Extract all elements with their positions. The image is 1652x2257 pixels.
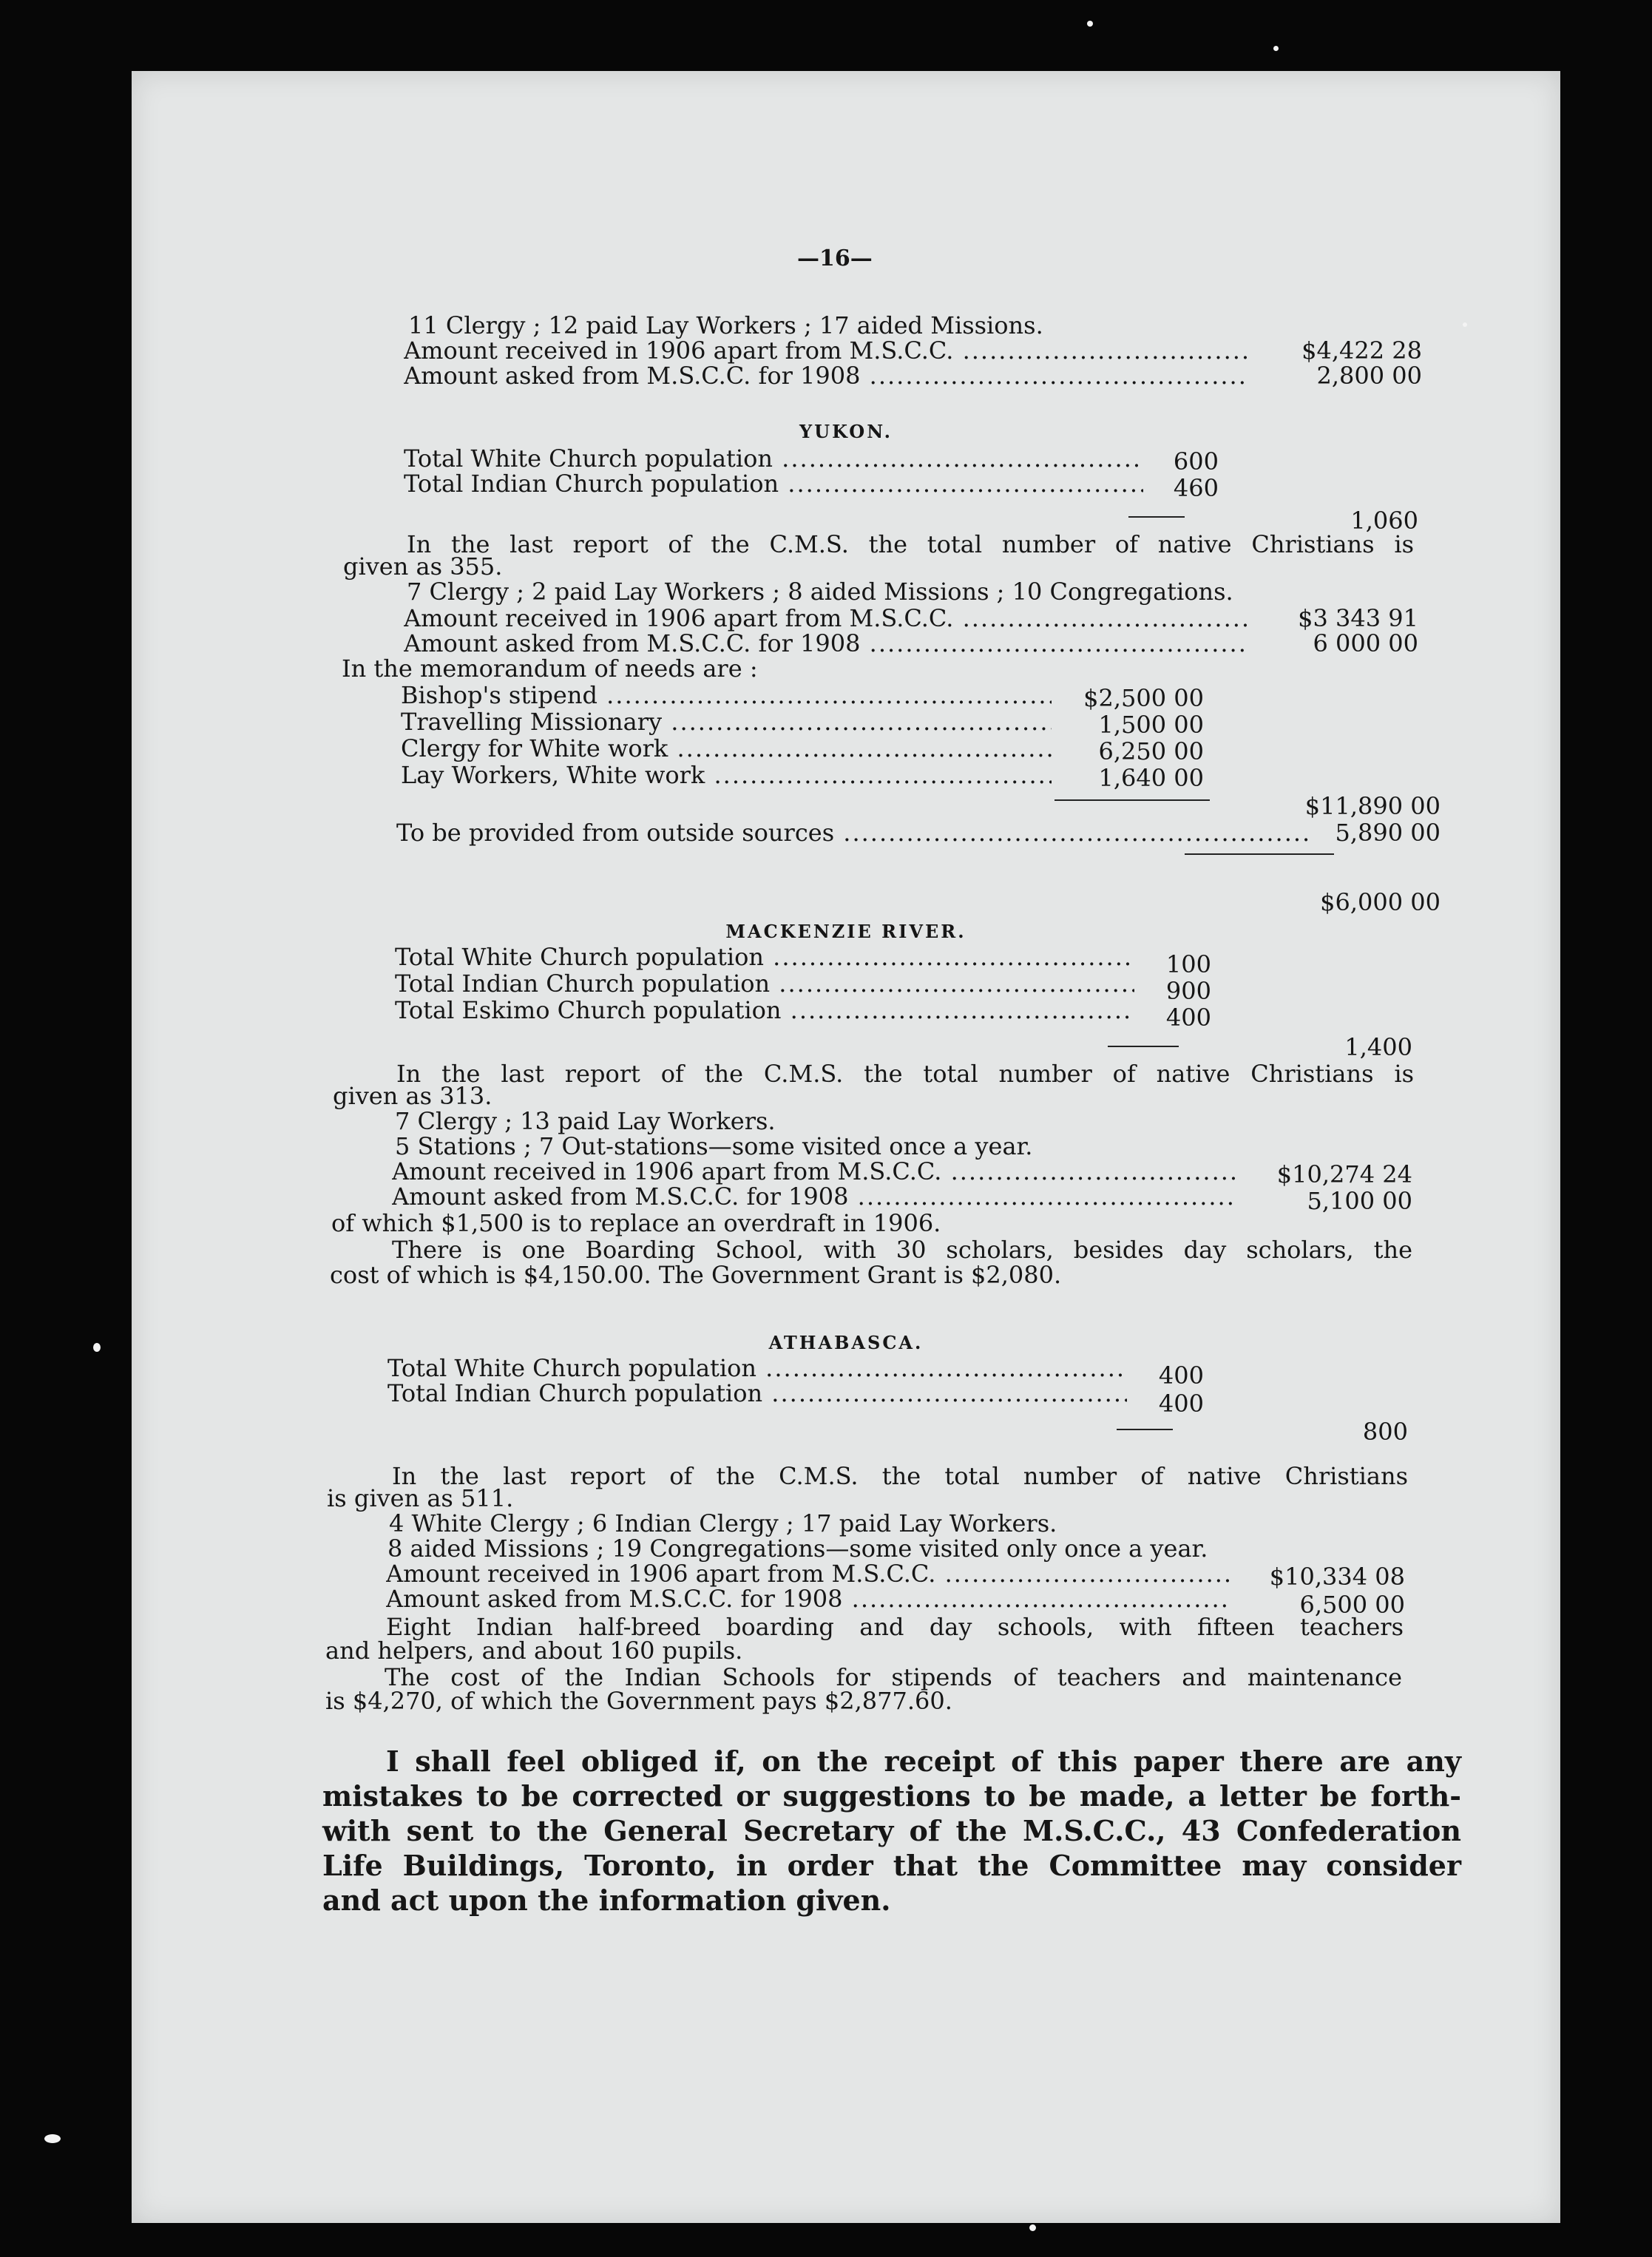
mackenzie-overdraft: of which $1,500 is to replace an overdraft in 1906. [331,1209,941,1237]
mackenzie-white-pop-value: 100 [1165,950,1211,978]
athabasca-asked-amount: 6,500 00 [1299,1591,1405,1619]
mackenzie-white-pop-label: Total White Church population ..... [395,944,1134,970]
closing-request [322,1744,1461,1918]
mackenzie-received-label: Amount received in 1906 apart from M.S.C.C. ..... [392,1158,1235,1185]
yukon-outside-label: To be provided from outside sources ..... [396,819,1313,846]
yukon-need-lay-amount: 1,640 00 [1098,764,1204,792]
athabasca-received-label: Amount received in 1906 apart from M.S.C.C. ..... [386,1560,1229,1587]
yukon-outside-amount: 5,890 00 [1335,819,1441,847]
yukon-memo: In the memorandum of needs are : [342,654,758,683]
mackenzie-asked-label: Amount asked from M.S.C.C. for 1908 ..... [392,1183,1235,1210]
yukon-need-clergy-label: Clergy for White work ..... [401,735,1052,762]
athabasca-cms-para-line2: is given as 511. [327,1484,514,1512]
mackenzie-eskimo-pop-value: 400 [1165,1004,1211,1032]
mackenzie-pop-total: 1,400 [1344,1033,1412,1061]
yukon-asked-label: Amount asked from M.S.C.C. for 1908 ..... [404,630,1247,657]
yukon-pop-total: 1,060 [1350,507,1418,535]
prev-asked-label: Amount asked from M.S.C.C. for 1908 ..... [404,362,1247,389]
yukon-asked-amount: 6 000 00 [1313,629,1418,657]
yukon-need-missionary-label: Travelling Missionary ..... [401,708,1052,735]
document-body [132,71,1560,2223]
mackenzie-cms-para-line2: given as 313. [333,1082,492,1110]
scan-speck [1029,2224,1036,2231]
athabasca-stats-1: 4 White Clergy ; 6 Indian Clergy ; 17 paid Lay Workers. [389,1509,1057,1537]
yukon-need-stipend-label: Bishop's stipend ..... [401,682,1052,708]
yukon-indian-pop-value: 460 [1173,474,1219,502]
athabasca-pop-rule [1117,1429,1173,1430]
yukon-white-pop-value: 600 [1173,447,1219,476]
mackenzie-pop-rule [1108,1046,1179,1047]
athabasca-pop-total: 800 [1362,1418,1408,1446]
yukon-indian-pop-label: Total Indian Church population ..... [404,470,1143,497]
athabasca-cms-para-line1: In the last report of the C.M.S. the total number of native Christians [392,1462,1408,1490]
mackenzie-cms-para-line1: In the last report of the C.M.S. the total number of native Christians is [396,1060,1414,1088]
yukon-received-amount: $3 343 91 [1298,604,1418,632]
mackenzie-eskimo-pop-label: Total Eskimo Church population ..... [395,997,1134,1023]
mackenzie-indian-pop-value: 900 [1165,977,1211,1005]
yukon-need-stipend-amount: $2,500 00 [1083,684,1204,712]
yukon-outside-rule [1185,853,1334,855]
scan-speck [1087,21,1093,27]
yukon-need-lay-label: Lay Workers, White work ..... [401,762,1052,788]
scan-speck [44,2134,61,2143]
scan-speck [1273,46,1279,51]
athabasca-cost-line1: The cost of the Indian Schools for stipends of teachers and maintenance [385,1663,1402,1691]
yukon-needs-rule [1054,799,1210,801]
yukon-pop-rule [1128,516,1185,518]
yukon-white-pop-label: Total White Church population ..... [404,445,1143,472]
athabasca-schools-line1: Eight Indian half-breed boarding and day schools, with fifteen teachers [386,1613,1404,1641]
athabasca-indian-pop-value: 400 [1158,1390,1204,1418]
scanned-page [132,71,1560,2223]
yukon-received-label: Amount received in 1906 apart from M.S.C.C. ..... [404,605,1247,632]
yukon-needs-total: $11,890 00 [1304,792,1441,820]
closing-line-5: and act upon the information given. [322,1884,891,1917]
closing-line-4: Life Buildings, Toronto, in order that the Committee may consider [322,1849,1461,1882]
closing-line-2: mistakes to be corrected or suggestions to be made, a letter be forth- [322,1779,1461,1813]
page-number: —16— [797,246,873,271]
mackenzie-received-amount: $10,274 24 [1276,1160,1412,1188]
mackenzie-indian-pop-label: Total Indian Church population ..... [395,970,1134,997]
mackenzie-heading: MACKENZIE RIVER. [725,921,967,942]
yukon-stats: 7 Clergy ; 2 paid Lay Workers ; 8 aided Missions ; 10 Congregations. [407,578,1233,606]
athabasca-heading: ATHABASCA. [768,1332,924,1353]
yukon-net: $6,000 00 [1320,888,1441,916]
athabasca-asked-label: Amount asked from M.S.C.C. for 1908 ..... [386,1586,1229,1612]
yukon-need-missionary-amount: 1,500 00 [1098,711,1204,739]
yukon-cms-para-line1: In the last report of the C.M.S. the total number of native Christians is [407,530,1414,558]
yukon-cms-para-line2: given as 355. [343,552,503,581]
mackenzie-school-line1: There is one Boarding School, with 30 scholars, besides day scholars, the [392,1236,1412,1264]
athabasca-stats-2: 8 aided Missions ; 19 Congregations—some visited only once a year. [387,1534,1208,1563]
athabasca-white-pop-label: Total White Church population ..... [387,1355,1127,1381]
athabasca-received-amount: $10,334 08 [1269,1563,1405,1591]
closing-line-1: I shall feel obliged if, on the receipt of this paper there are any [386,1745,1461,1778]
mackenzie-asked-amount: 5,100 00 [1307,1187,1412,1215]
mackenzie-stats-2: 5 Stations ; 7 Out-stations—some visited once a year. [395,1132,1033,1160]
athabasca-white-pop-value: 400 [1158,1361,1204,1390]
prev-received-label: Amount received in 1906 apart from M.S.C.C. ..... [404,337,1247,364]
closing-line-3: with sent to the General Secretary of the M.S.C.C., 43 Confederation [322,1814,1461,1847]
yukon-heading: YUKON. [799,421,893,442]
prev-stats: 11 Clergy ; 12 paid Lay Workers ; 17 aided Missions. [408,311,1043,339]
prev-asked-amount: 2,800 00 [1316,362,1422,390]
athabasca-schools-line2: and helpers, and about 160 pupils. [325,1637,743,1665]
yukon-need-clergy-amount: 6,250 00 [1098,737,1204,765]
mackenzie-stats-1: 7 Clergy ; 13 paid Lay Workers. [395,1107,776,1135]
mackenzie-school-line2: cost of which is $4,150.00. The Government Grant is $2,080. [330,1261,1062,1289]
athabasca-cost-line2: is $4,270, of which the Government pays $2,877.60. [325,1687,952,1715]
prev-received-amount: $4,422 28 [1301,336,1422,365]
athabasca-indian-pop-label: Total Indian Church population ..... [387,1380,1127,1407]
scan-speck [93,1343,101,1352]
